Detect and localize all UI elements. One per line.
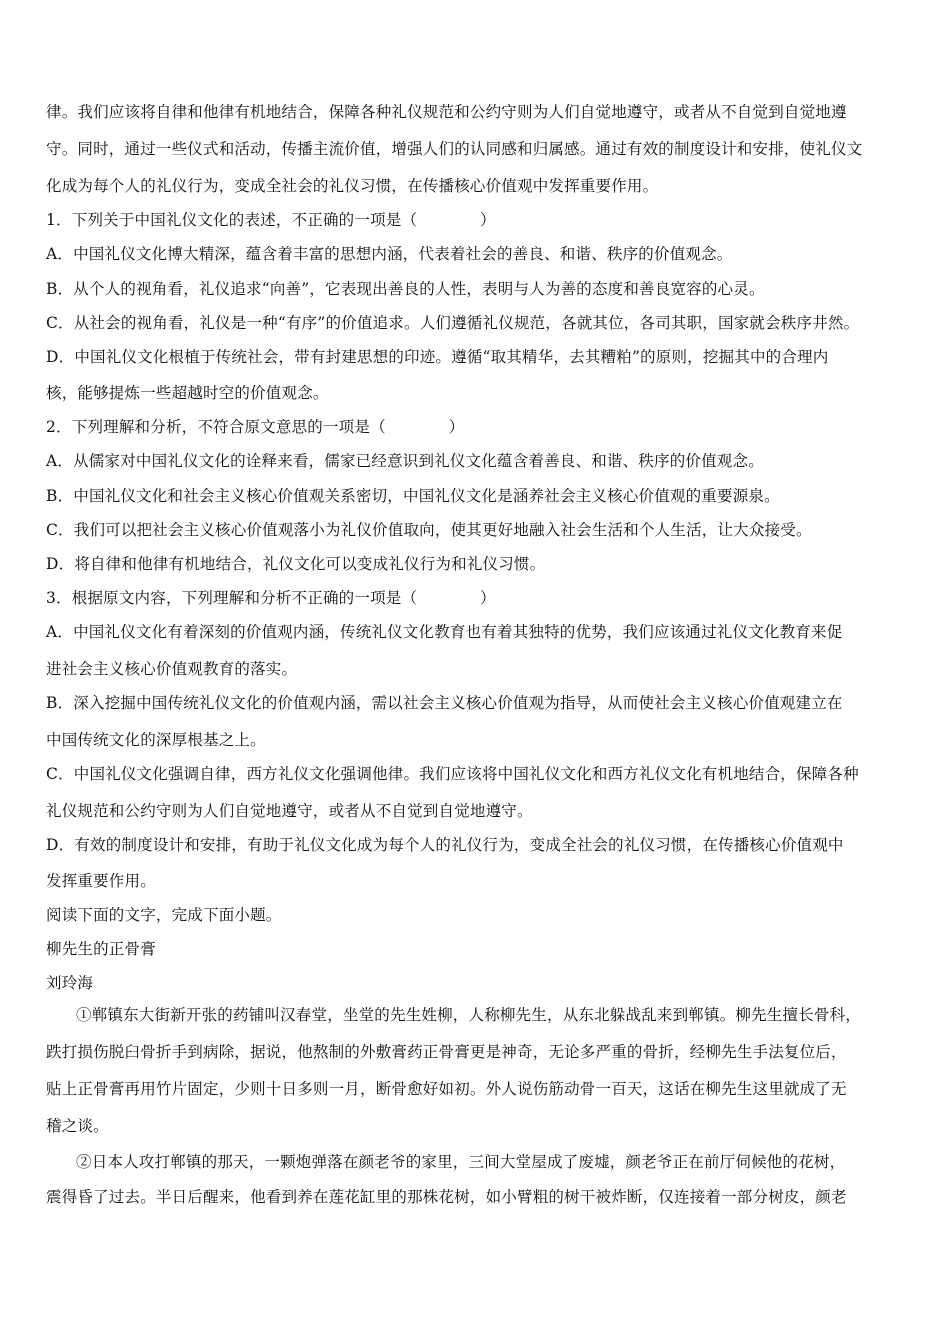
- question-2-option-d: D．将自律和他律有机地结合，礼仪文化可以变成礼仪行为和礼仪习惯。: [46, 555, 546, 573]
- question-3-option-a: A．中国礼仪文化有着深刻的价值观内涵，传统礼仪文化教育也有着其独特的优势，我们应该通过礼仪文化教育来促: [46, 623, 843, 641]
- paragraph-1-line: 跌打损伤脱臼骨折手到病除，据说，他熬制的外敷膏药正骨膏更是神奇，无论多严重的骨折，经柳先生手法复位后，: [46, 1043, 847, 1061]
- question-2-option-a: A．从儒家对中国礼仪文化的诠释来看，儒家已经意识到礼仪文化蕴含着善良、和谐、秩序的价值观念。: [46, 452, 764, 470]
- question-1-stem: 1．下列关于中国礼仪文化的表述，不正确的一项是（ ）: [46, 211, 496, 229]
- question-3-option-d: D．有效的制度设计和安排，有助于礼仪文化成为每个人的礼仪行为，变成全社会的礼仪习惯，在传播核心价值观中: [46, 836, 844, 854]
- paragraph-2-line: ②日本人攻打郸镇的那天，一颗炮弹落在颜老爷的家里，三间大堂屋成了废墟，颜老爷正在前厅伺候他的花树，: [76, 1153, 846, 1171]
- question-3-option-b-cont: 中国传统文化的深厚根基之上。: [46, 731, 266, 749]
- question-3-option-c: C．中国礼仪文化强调自律，西方礼仪文化强调他律。我们应该将中国礼仪文化和西方礼仪文化有机地结合，保障各种: [46, 765, 859, 783]
- text-line: 化成为每个人的礼仪行为，变成全社会的礼仪习惯，在传播核心价值观中发挥重要作用。: [46, 177, 659, 195]
- paragraph-1-line: ①郸镇东大街新开张的药铺叫汉春堂，坐堂的先生姓柳，人称柳先生，从东北躲战乱来到郸镇。柳先生擅长骨科，: [76, 1006, 862, 1024]
- question-3-option-b: B．深入挖掘中国传统礼仪文化的价值观内涵，需以社会主义核心价值观为指导，从而使社会主义核心价值观建立在: [46, 694, 843, 712]
- question-1-option-a: A．中国礼仪文化博大精深，蕴含着丰富的思想内涵，代表着社会的善良、和谐、秩序的价值观念。: [46, 245, 733, 263]
- question-1-option-d-cont: 核，能够提炼一些超越时空的价值观念。: [46, 384, 329, 402]
- question-2-option-c: C．我们可以把社会主义核心价值观落小为礼仪价值取向，使其更好地融入社会生活和个人生活，让大众接受。: [46, 521, 812, 539]
- question-3-stem: 3．根据原文内容，下列理解和分析不正确的一项是（ ）: [46, 589, 496, 607]
- question-3-option-c-cont: 礼仪规范和公约守则为人们自觉地遵守，或者从不自觉到自觉地遵守。: [46, 802, 533, 820]
- text-line: 律。我们应该将自律和他律有机地结合，保障各种礼仪规范和公约守则为人们自觉地遵守，或者从不自觉到自觉地遵: [46, 103, 847, 121]
- question-2-stem: 2．下列理解和分析，不符合原文意思的一项是（ ）: [46, 418, 465, 436]
- paragraph-2-line: 震得昏了过去。半日后醒来，他看到养在莲花缸里的那株花树，如小臂粗的树干被炸断，仅连接着一部分树皮，颜老: [46, 1188, 847, 1206]
- reading-instruction: 阅读下面的文字，完成下面小题。: [46, 906, 282, 924]
- story-author: 刘玲海: [46, 974, 94, 992]
- question-3-option-d-cont: 发挥重要作用。: [46, 872, 156, 890]
- question-1-option-b: B．从个人的视角看，礼仪追求“向善”，它表现出善良的人性，表明与人为善的态度和善良宽容的心灵。: [46, 280, 765, 298]
- question-2-option-b: B．中国礼仪文化和社会主义核心价值观关系密切，中国礼仪文化是涵养社会主义核心价值观的重要源泉。: [46, 487, 780, 505]
- question-3-option-a-cont: 进社会主义核心价值观教育的落实。: [46, 660, 298, 678]
- question-1-option-d: D．中国礼仪文化根植于传统社会，带有封建思想的印迹。遵循“取其精华，去其糟粕”的原则，挖掘其中的合理内: [46, 348, 829, 366]
- text-line: 守。同时，通过一些仪式和活动，传播主流价值，增强人们的认同感和归属感。通过有效的制度设计和安排，使礼仪文: [46, 140, 863, 158]
- paragraph-1-line: 贴上正骨膏再用竹片固定，少则十日多则一月，断骨愈好如初。外人说伤筋动骨一百天，这话在柳先生这里就成了无: [46, 1080, 847, 1098]
- story-title: 柳先生的正骨膏: [46, 940, 156, 958]
- paragraph-1-line: 稽之谈。: [46, 1117, 109, 1135]
- question-1-option-c: C．从社会的视角看，礼仪是一种“有序”的价值追求。人们遵循礼仪规范，各就其位，各司其职，国家就会秩序井然。: [46, 314, 860, 332]
